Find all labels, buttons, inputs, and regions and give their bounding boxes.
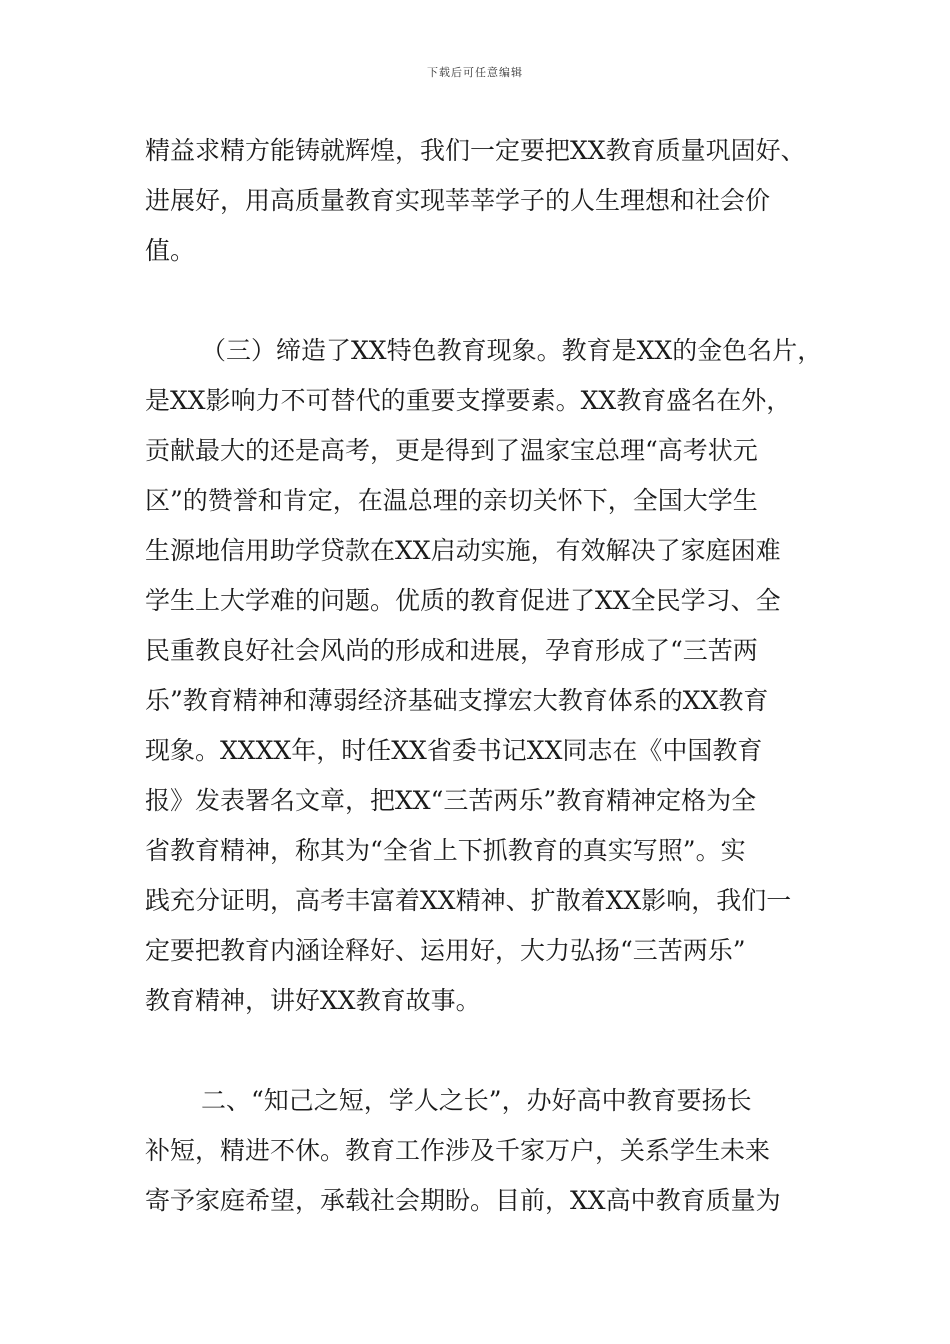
text-line: 民重教良好社会风尚的形成和进展，孕育形成了“三苦两 xyxy=(145,636,758,665)
text-line: 二、“知己之短，学人之长”，办好高中教育要扬长 xyxy=(201,1086,752,1115)
text-line: 定要把教育内涵诠释好、运用好，大力弘扬“三苦两乐” xyxy=(145,936,746,965)
text-line: 教育精神，讲好XX教育故事。 xyxy=(145,986,481,1015)
text-line: 进展好，用高质量教育实现莘莘学子的人生理想和社会价 xyxy=(145,186,771,215)
paragraph-gap xyxy=(145,276,825,326)
paragraph xyxy=(145,126,825,276)
page-header: 下载后可任意编辑 xyxy=(427,66,523,79)
paragraph xyxy=(145,326,825,1026)
text-line: 省教育精神，称其为“全省上下抓教育的真实写照”。实 xyxy=(145,836,746,865)
text-line: 践充分证明，高考丰富着XX精神、扩散着XX影响，我们一 xyxy=(145,886,792,915)
text-line: 精益求精方能铸就辉煌，我们一定要把XX教育质量巩固好、 xyxy=(145,136,806,165)
text-line: 现象。XXXX年，时任XX省委书记XX同志在《中国教育 xyxy=(145,736,763,765)
text-line: 乐”教育精神和薄弱经济基础支撑宏大教育体系的XX教育 xyxy=(145,686,769,715)
paragraph xyxy=(145,1076,825,1226)
text-line: （三）缔造了XX特色教育现象。教育是XX的金色名片， xyxy=(201,336,823,365)
text-line: 补短，精进不休。教育工作涉及千家万户，关系学生未来 xyxy=(145,1136,771,1165)
paragraph-gap xyxy=(145,1026,825,1076)
text-line: 贡献最大的还是高考，更是得到了温家宝总理“高考状元 xyxy=(145,436,758,465)
document-body xyxy=(145,126,825,1226)
text-line: 学生上大学难的问题。优质的教育促进了XX全民学习、全 xyxy=(145,586,781,615)
text-line: 寄予家庭希望，承载社会期盼。目前，XX高中教育质量为 xyxy=(145,1186,781,1215)
text-line: 生源地信用助学贷款在XX启动实施，有效解决了家庭困难 xyxy=(145,536,781,565)
text-line: 是XX影响力不可替代的重要支撑要素。XX教育盛名在外， xyxy=(145,386,792,415)
text-line: 值。 xyxy=(145,236,196,265)
text-line: 报》发表署名文章，把XX“三苦两乐”教育精神定格为全 xyxy=(145,786,757,815)
text-line: 区”的赞誉和肯定，在温总理的亲切关怀下，全国大学生 xyxy=(145,486,758,515)
